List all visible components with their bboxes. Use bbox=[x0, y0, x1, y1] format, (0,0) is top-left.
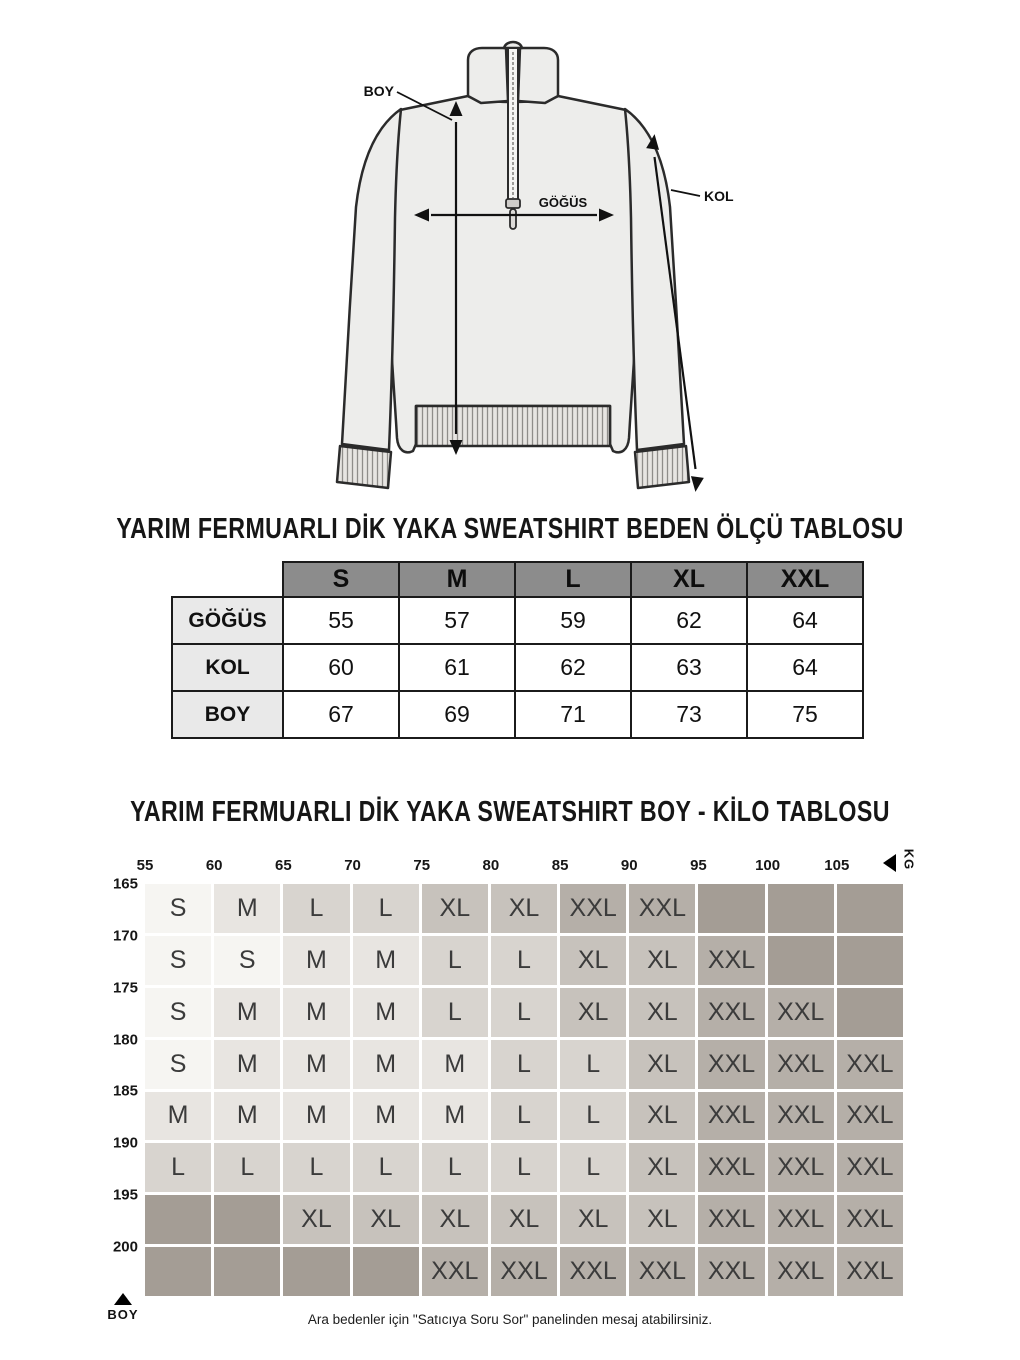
matrix-cell-m: M bbox=[283, 1040, 349, 1089]
matrix-cell-xxl: XXL bbox=[768, 1092, 834, 1141]
footer-note: Ara bedenler için "Satıcıya Soru Sor" panelinden mesaj atabilirsiniz. bbox=[307, 1312, 713, 1327]
kol-diagram-label: KOL bbox=[704, 188, 734, 204]
kg-tick: 105 bbox=[824, 857, 850, 874]
matrix-cell-xl: XL bbox=[422, 1195, 488, 1244]
matrix-cell-empty bbox=[283, 1247, 349, 1296]
matrix-cell-s: S bbox=[145, 1040, 211, 1089]
boy-tick: 175 bbox=[112, 979, 138, 997]
matrix-cell-xxl: XXL bbox=[698, 1143, 764, 1192]
matrix-cell-xl: XL bbox=[491, 884, 557, 933]
measure-value: 60 bbox=[283, 644, 399, 691]
size-table-corner-cell bbox=[172, 562, 283, 597]
boy-tick: 185 bbox=[112, 1082, 138, 1100]
matrix-cell-m: M bbox=[214, 1092, 280, 1141]
matrix-cell-xl: XL bbox=[629, 1143, 695, 1192]
matrix-cell-l: L bbox=[214, 1143, 280, 1192]
matrix-cell-l: L bbox=[560, 1040, 626, 1089]
matrix-cell-s: S bbox=[145, 936, 211, 985]
kg-tick: 75 bbox=[413, 857, 431, 874]
matrix-cell-m: M bbox=[214, 1040, 280, 1089]
matrix-grid bbox=[145, 884, 903, 1296]
measure-value: 63 bbox=[631, 644, 747, 691]
matrix-cell-xxl: XXL bbox=[698, 1040, 764, 1089]
matrix-cell-l: L bbox=[283, 1143, 349, 1192]
matrix-cell-xxl: XXL bbox=[560, 884, 626, 933]
measure-value: 69 bbox=[399, 691, 515, 738]
right-cuff-rib bbox=[635, 446, 689, 488]
measure-label: BOY bbox=[172, 691, 283, 738]
matrix-cell-m: M bbox=[353, 988, 419, 1037]
boy-tick: 165 bbox=[112, 875, 138, 893]
size-table-body bbox=[172, 597, 863, 738]
matrix-cell-l: L bbox=[283, 884, 349, 933]
matrix-cell-xxl: XXL bbox=[837, 1040, 903, 1089]
measure-value: 59 bbox=[515, 597, 631, 644]
kg-arrow-icon bbox=[883, 854, 896, 872]
boy-tick: 190 bbox=[112, 1134, 138, 1152]
kg-tick: 70 bbox=[344, 857, 361, 874]
matrix-cell-s: S bbox=[145, 988, 211, 1037]
measure-value: 73 bbox=[631, 691, 747, 738]
matrix-cell-xxl: XXL bbox=[768, 1040, 834, 1089]
kg-tick: 65 bbox=[275, 857, 292, 874]
collar-right bbox=[518, 48, 558, 103]
matrix-cell-l: L bbox=[422, 936, 488, 985]
matrix-cell-empty bbox=[768, 936, 834, 985]
matrix-cell-empty bbox=[214, 1247, 280, 1296]
matrix-cell-m: M bbox=[353, 936, 419, 985]
matrix-cell-s: S bbox=[214, 936, 280, 985]
matrix-cell-xxl: XXL bbox=[698, 1092, 764, 1141]
boy-axis-text: BOY bbox=[107, 1307, 139, 1322]
boy-tick: 195 bbox=[112, 1186, 138, 1204]
matrix-cell-l: L bbox=[560, 1143, 626, 1192]
hem-rib bbox=[416, 406, 610, 446]
matrix-cell-m: M bbox=[353, 1092, 419, 1141]
kg-tick: 95 bbox=[690, 857, 707, 874]
matrix-cell-xl: XL bbox=[629, 988, 695, 1037]
kg-axis-text: KG bbox=[901, 848, 917, 871]
boy-diagram-label: BOY bbox=[363, 83, 394, 99]
boy-tick: 180 bbox=[112, 1031, 138, 1049]
zipper bbox=[506, 48, 520, 229]
sweatshirt-left-sleeve bbox=[342, 109, 401, 450]
boy-tick: 200 bbox=[112, 1238, 138, 1256]
matrix-cell-xl: XL bbox=[629, 1092, 695, 1141]
matrix-cell-empty bbox=[145, 1247, 211, 1296]
kg-tick: 80 bbox=[482, 857, 500, 874]
matrix-cell-empty bbox=[145, 1195, 211, 1244]
matrix-cell-xxl: XXL bbox=[698, 1195, 764, 1244]
measure-value: 71 bbox=[515, 691, 631, 738]
size-column-header: L bbox=[515, 562, 631, 597]
matrix-cell-l: L bbox=[353, 1143, 419, 1192]
size-column-header: XXL bbox=[747, 562, 863, 597]
matrix-cell-xxl: XXL bbox=[768, 988, 834, 1037]
matrix-cell-m: M bbox=[214, 884, 280, 933]
kg-tick: 100 bbox=[755, 857, 781, 874]
matrix-cell-l: L bbox=[491, 1092, 557, 1141]
size-table-head-row bbox=[172, 562, 863, 597]
matrix-cell-xl: XL bbox=[283, 1195, 349, 1244]
matrix-cell-m: M bbox=[422, 1092, 488, 1141]
matrix-cell-empty bbox=[214, 1195, 280, 1244]
size-table bbox=[171, 561, 864, 739]
matrix-cell-xxl: XXL bbox=[422, 1247, 488, 1296]
matrix-cell-l: L bbox=[353, 884, 419, 933]
matrix-cell-m: M bbox=[283, 1092, 349, 1141]
size-column-header: M bbox=[399, 562, 515, 597]
matrix-cell-empty bbox=[768, 884, 834, 933]
boy-tick: 170 bbox=[112, 927, 138, 945]
matrix-cell-xl: XL bbox=[629, 936, 695, 985]
collar-left bbox=[468, 48, 508, 103]
zipper-pull bbox=[510, 209, 516, 229]
matrix-cell-xl: XL bbox=[560, 988, 626, 1037]
matrix-cell-xxl: XXL bbox=[491, 1247, 557, 1296]
matrix-cell-xxl: XXL bbox=[837, 1092, 903, 1141]
measure-value: 62 bbox=[631, 597, 747, 644]
measure-value: 57 bbox=[399, 597, 515, 644]
matrix-cell-xxl: XXL bbox=[768, 1247, 834, 1296]
matrix-cell-xxl: XXL bbox=[768, 1143, 834, 1192]
left-cuff-rib bbox=[337, 446, 391, 488]
kg-tick: 60 bbox=[205, 857, 223, 874]
matrix-cell-xxl: XXL bbox=[837, 1143, 903, 1192]
matrix-cell-xxl: XXL bbox=[698, 1247, 764, 1296]
kg-tick: 90 bbox=[620, 857, 638, 874]
matrix-cell-xxl: XXL bbox=[629, 884, 695, 933]
size-table-row bbox=[172, 597, 863, 644]
matrix-cell-xxl: XXL bbox=[837, 1247, 903, 1296]
matrix-cell-xl: XL bbox=[560, 1195, 626, 1244]
size-column-header: XL bbox=[631, 562, 747, 597]
matrix-cell-xxl: XXL bbox=[698, 936, 764, 985]
matrix-cell-empty bbox=[698, 884, 764, 933]
matrix-cell-m: M bbox=[283, 936, 349, 985]
size-column-header: S bbox=[283, 562, 399, 597]
matrix-cell-l: L bbox=[491, 936, 557, 985]
matrix-cell-m: M bbox=[145, 1092, 211, 1141]
measure-value: 62 bbox=[515, 644, 631, 691]
matrix-cell-l: L bbox=[145, 1143, 211, 1192]
matrix-cell-xxl: XXL bbox=[768, 1195, 834, 1244]
measure-label: GÖĞÜS bbox=[172, 597, 283, 644]
size-table-row bbox=[172, 691, 863, 738]
matrix-cell-s: S bbox=[145, 884, 211, 933]
matrix-cell-l: L bbox=[422, 1143, 488, 1192]
matrix-cell-empty bbox=[837, 936, 903, 985]
matrix-cell-l: L bbox=[491, 1143, 557, 1192]
size-table-row bbox=[172, 644, 863, 691]
matrix-cell-xl: XL bbox=[629, 1040, 695, 1089]
matrix-cell-xxl: XXL bbox=[629, 1247, 695, 1296]
matrix-cell-xl: XL bbox=[422, 884, 488, 933]
matrix-cell-xxl: XXL bbox=[560, 1247, 626, 1296]
measure-label: KOL bbox=[172, 644, 283, 691]
matrix-cell-m: M bbox=[422, 1040, 488, 1089]
measure-value: 64 bbox=[747, 644, 863, 691]
measure-value: 64 bbox=[747, 597, 863, 644]
zipper-slider bbox=[506, 199, 520, 208]
matrix-cell-xl: XL bbox=[491, 1195, 557, 1244]
matrix-cell-xxl: XXL bbox=[837, 1195, 903, 1244]
matrix-cell-empty bbox=[837, 884, 903, 933]
measure-value: 55 bbox=[283, 597, 399, 644]
matrix-title: YARIM FERMUARLI DİK YAKA SWEATSHIRT BOY - KİLO TABLOSU bbox=[130, 796, 890, 828]
matrix-cell-m: M bbox=[283, 988, 349, 1037]
sweatshirt-diagram bbox=[0, 0, 1020, 510]
kg-tick: 85 bbox=[551, 857, 569, 874]
size-table-title: YARIM FERMUARLI DİK YAKA SWEATSHIRT BEDEN ÖLÇÜ TABLOSU bbox=[116, 513, 904, 545]
kg-tick: 55 bbox=[136, 857, 154, 874]
measure-value: 75 bbox=[747, 691, 863, 738]
measure-value: 61 bbox=[399, 644, 515, 691]
matrix-cell-xl: XL bbox=[560, 936, 626, 985]
matrix-cell-xxl: XXL bbox=[698, 988, 764, 1037]
matrix-cell-empty bbox=[837, 988, 903, 1037]
matrix-cell-l: L bbox=[491, 1040, 557, 1089]
boy-arrow-icon bbox=[114, 1293, 132, 1305]
matrix-cell-xl: XL bbox=[353, 1195, 419, 1244]
matrix-cell-m: M bbox=[214, 988, 280, 1037]
matrix-cell-l: L bbox=[560, 1092, 626, 1141]
matrix-cell-xl: XL bbox=[629, 1195, 695, 1244]
matrix-cell-l: L bbox=[422, 988, 488, 1037]
kg-axis-label bbox=[883, 848, 920, 872]
gogus-diagram-label: GÖĞÜS bbox=[538, 195, 588, 210]
matrix-cell-empty bbox=[353, 1247, 419, 1296]
matrix-cell-m: M bbox=[353, 1040, 419, 1089]
matrix-cell-l: L bbox=[491, 988, 557, 1037]
measure-value: 67 bbox=[283, 691, 399, 738]
